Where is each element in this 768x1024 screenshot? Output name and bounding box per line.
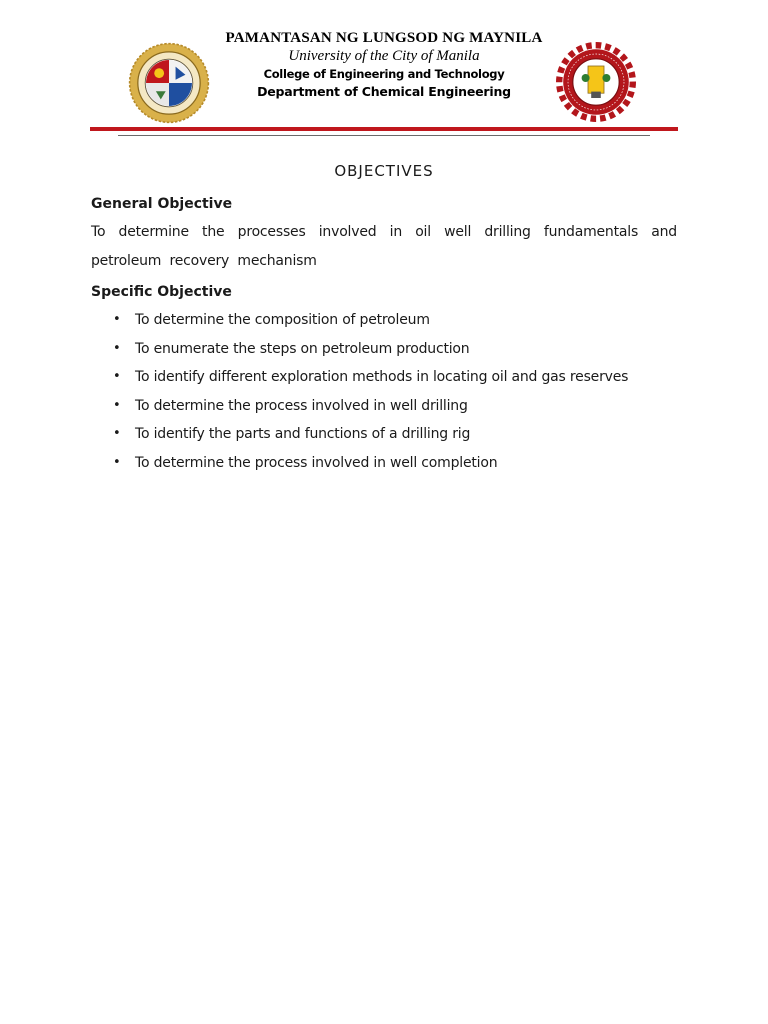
university-seal-icon (128, 42, 210, 124)
bullet-icon: • (113, 397, 121, 413)
university-english-name: University of the City of Manila (288, 48, 480, 64)
page-title: OBJECTIVES (334, 162, 434, 180)
list-item (91, 363, 677, 392)
bullet-icon: • (113, 426, 121, 442)
general-objective-heading: General Objective (91, 196, 233, 212)
bullet-icon: • (113, 369, 121, 385)
bullet-icon: • (113, 454, 121, 470)
header-rule-red (90, 127, 678, 131)
document-body (91, 160, 677, 478)
list-item-text: To determine the process involved in well drilling (135, 397, 468, 414)
list-item-text: To determine the process involved in well completion (135, 454, 498, 471)
list-item (91, 392, 677, 421)
specific-objective-heading: Specific Objective (91, 284, 232, 300)
college-seal-icon (556, 42, 636, 122)
letterhead (0, 0, 768, 140)
header-rule-thin (118, 135, 650, 136)
bullet-icon: • (113, 312, 121, 327)
college-name: College of Engineering and Technology (263, 67, 505, 81)
list-item (91, 335, 677, 364)
specific-objective-list (91, 306, 677, 478)
list-item (91, 306, 677, 335)
list-item-text: To determine the composition of petroleum (135, 312, 430, 328)
department-name: Department of Chemical Engineering (257, 84, 511, 99)
list-item-text: To identify the parts and functions of a drilling rig (135, 426, 471, 443)
list-item (91, 449, 677, 478)
general-objective-text: To determine the processes involved in oil well drilling fundamentals and petroleum recovery mechanism (91, 224, 677, 269)
university-name: PAMANTASAN NG LUNGSOD NG MAYNILA (225, 30, 543, 46)
list-item (91, 420, 677, 449)
list-item-text: To identify different exploration methods in locating oil and gas reserves (135, 369, 629, 386)
bullet-icon: • (113, 340, 121, 356)
list-item-text: To enumerate the steps on petroleum production (135, 340, 470, 357)
